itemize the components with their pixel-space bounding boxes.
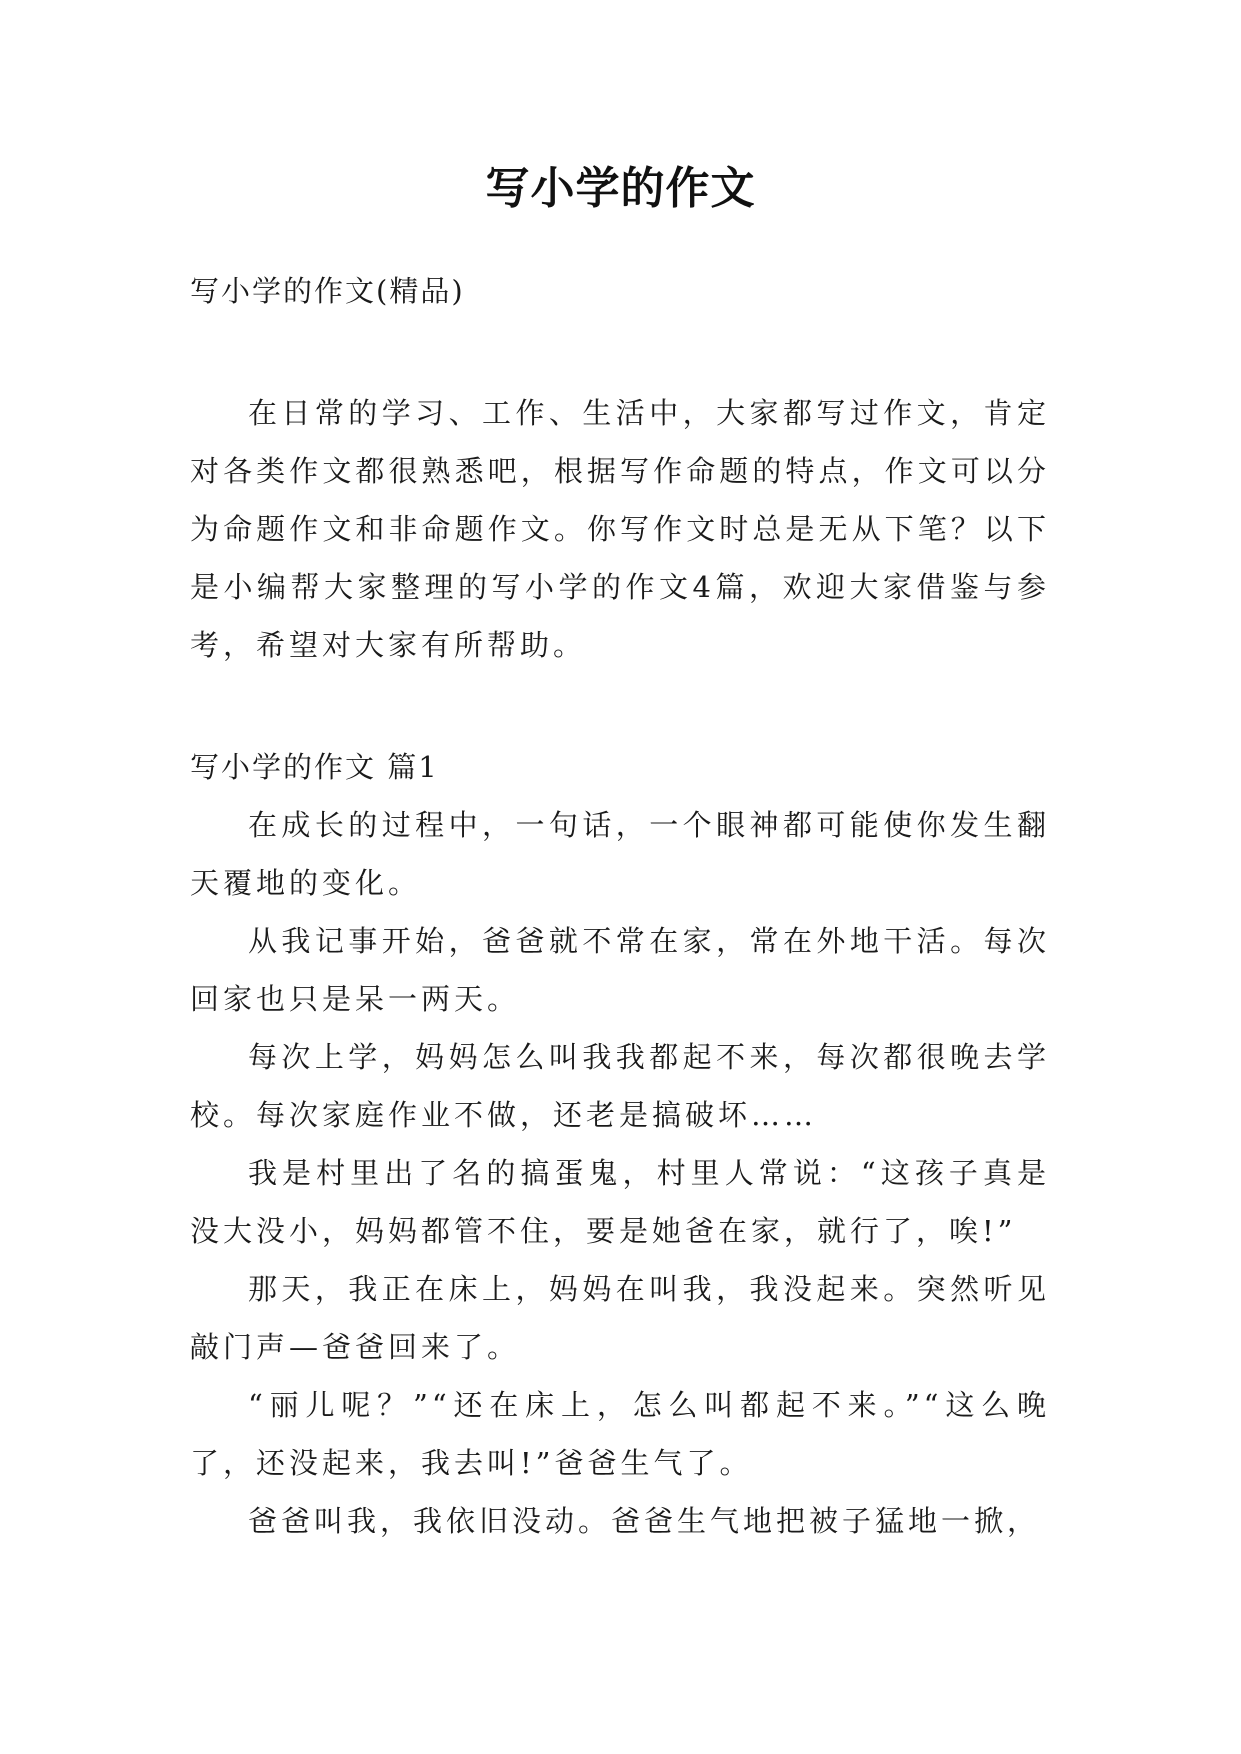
paragraph: 在成长的过程中，一句话，一个眼神都可能使你发生翻天覆地的变化。	[190, 808, 1050, 900]
document-title: 写小学的作文	[485, 163, 756, 214]
paragraph: 爸爸叫我，我依旧没动。爸爸生气地把被子猛地一掀，	[248, 1504, 1041, 1538]
document-subtitle: 写小学的作文(精品)	[190, 274, 465, 308]
paragraph: 从我记事开始，爸爸就不常在家，常在外地干活。每次回家也只是呆一两天。	[190, 924, 1050, 1016]
paragraph: “丽儿呢？”“还在床上，怎么叫都起不来。”“这么晚了，还没起来，我去叫!”爸爸生气了。	[190, 1388, 1050, 1480]
paragraph: 我是村里出了名的搞蛋鬼，村里人常说：“这孩子真是没大没小，妈妈都管不住，要是她爸在家，就行了，唉!”	[190, 1156, 1050, 1248]
paragraph: 那天，我正在床上，妈妈在叫我，我没起来。突然听见敲门声—爸爸回来了。	[190, 1272, 1050, 1364]
intro-paragraph: 在日常的学习、工作、生活中，大家都写过作文，肯定对各类作文都很熟悉吧，根据写作命题的特点，作文可以分为命题作文和非命题作文。你写作文时总是无从下笔？以下是小编帮大家整理的写小学的作文4篇，欢迎大家借鉴与参考，希望对大家有所帮助。	[190, 396, 1050, 662]
document-body	[190, 262, 1050, 1550]
section-heading: 写小学的作文 篇1	[190, 750, 439, 784]
paragraph: 每次上学，妈妈怎么叫我我都起不来，每次都很晚去学校。每次家庭作业不做，还老是搞破坏……	[190, 1040, 1050, 1132]
